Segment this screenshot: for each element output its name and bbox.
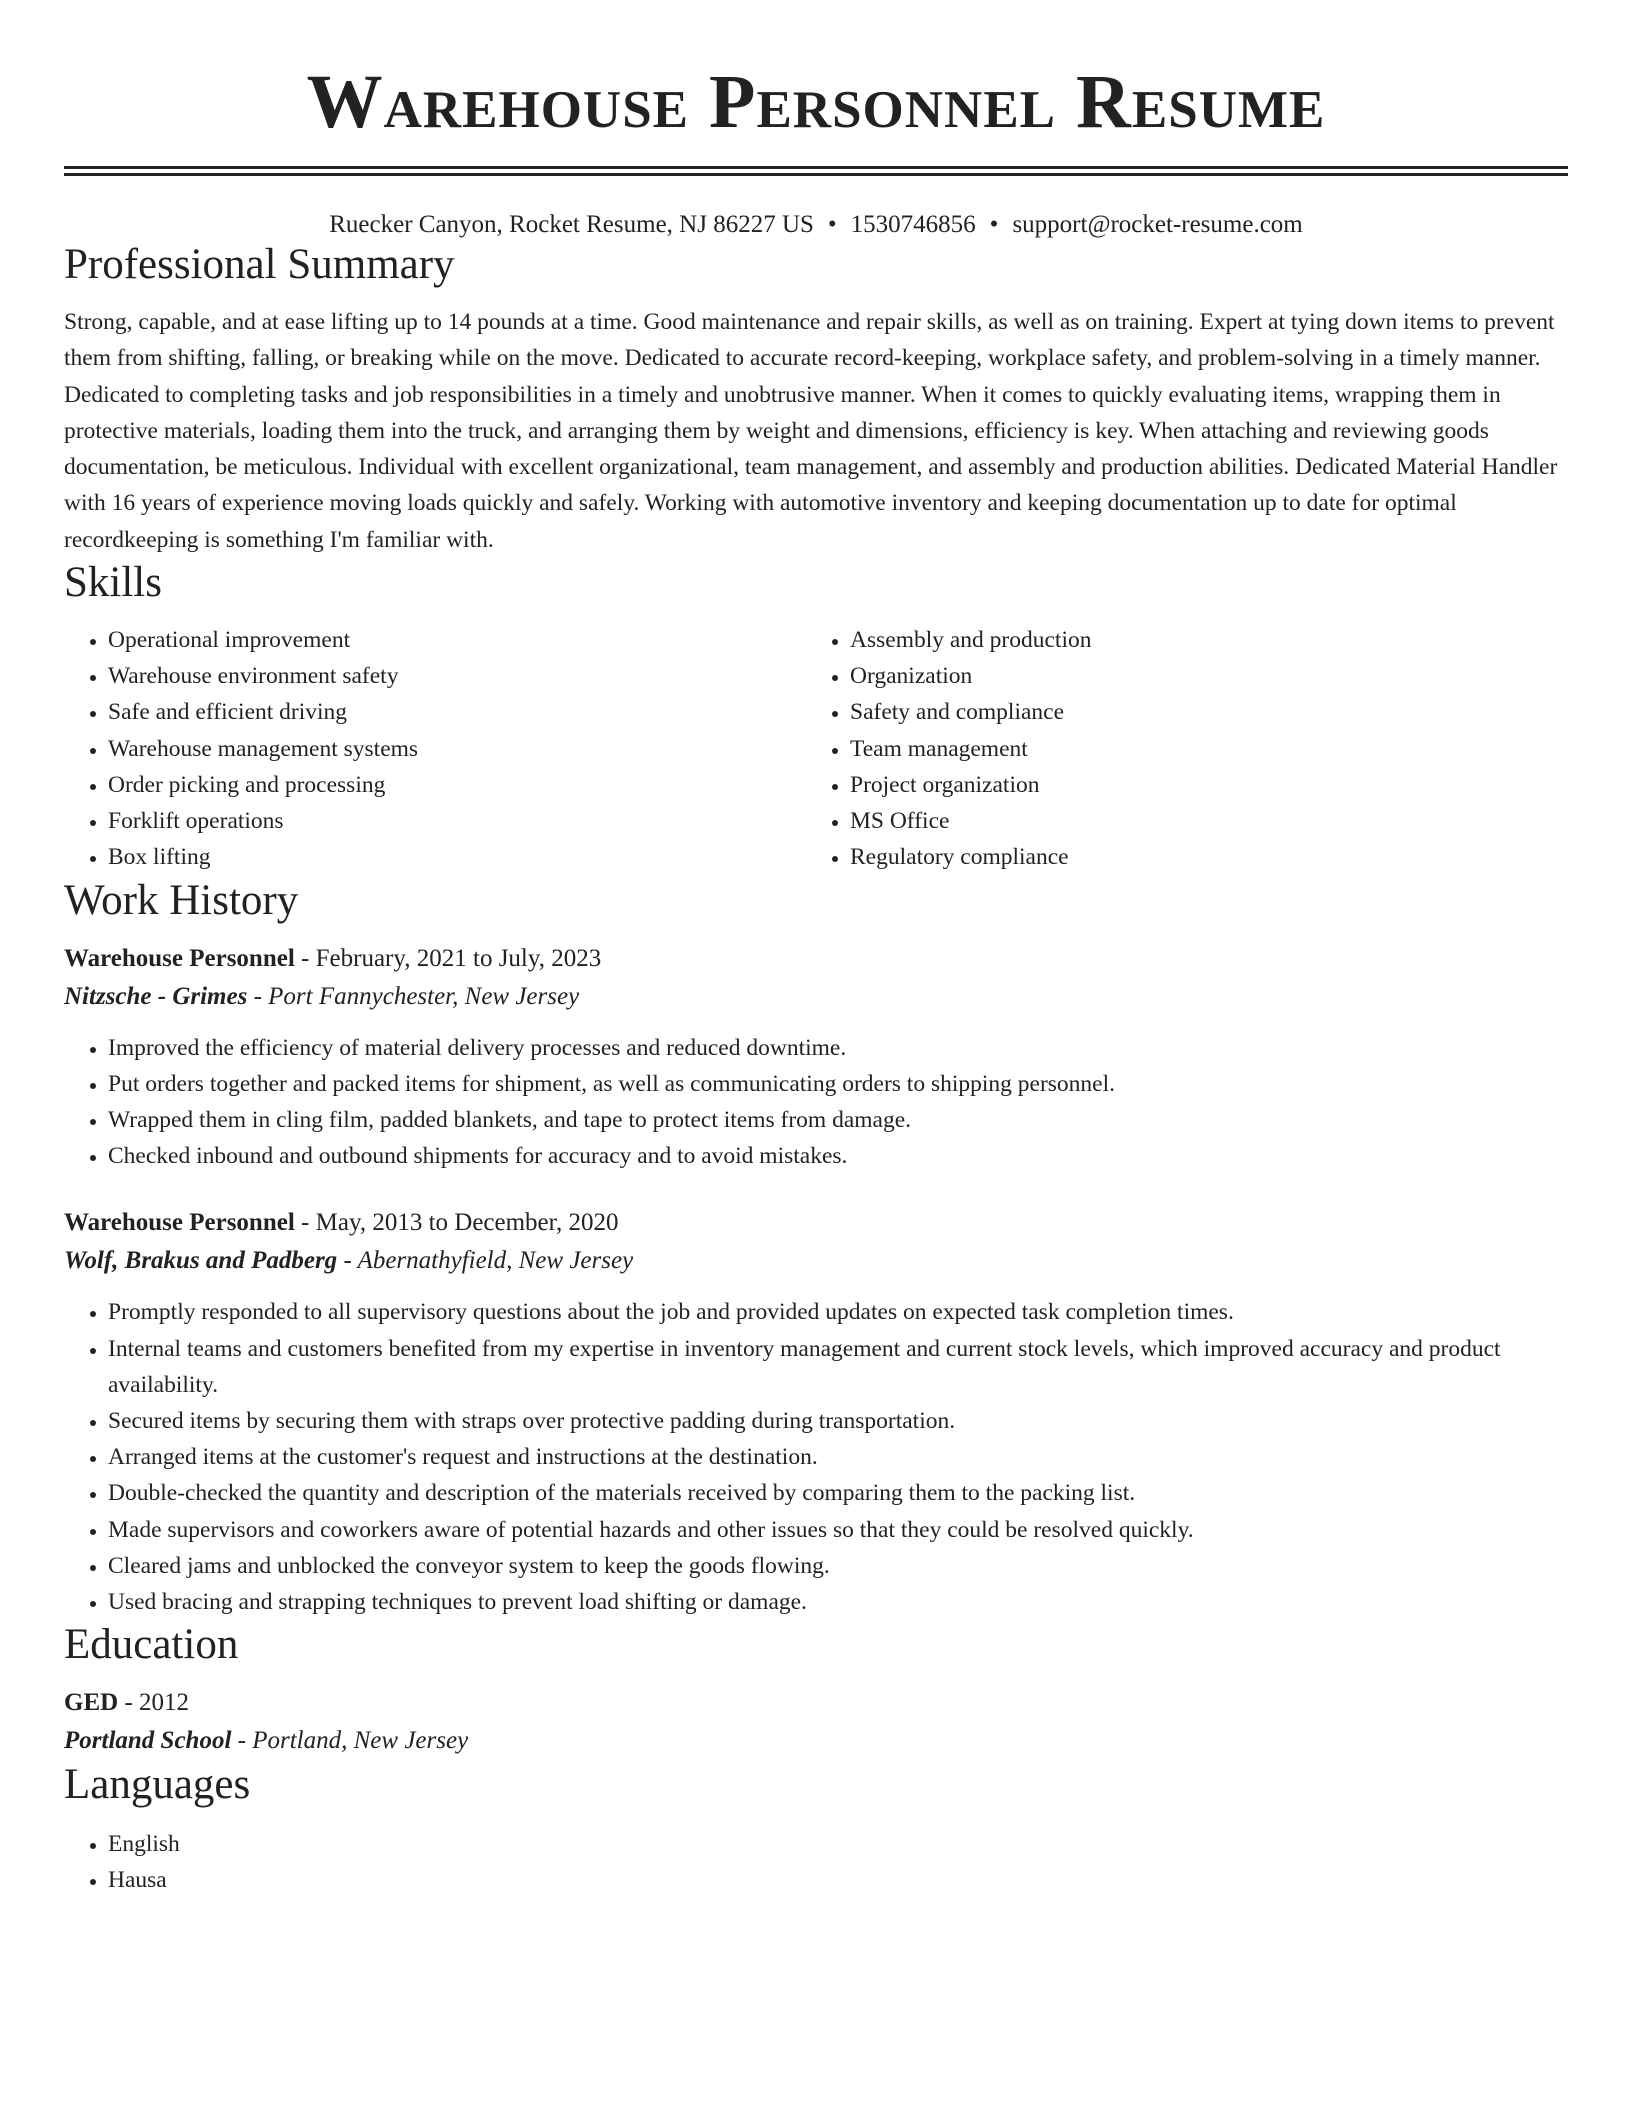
work-history-heading: Work History bbox=[64, 876, 299, 924]
skills-list-right bbox=[806, 622, 1548, 875]
job-bullet: • Arranged items at the customer's request and instructions at the destination. bbox=[108, 1439, 1568, 1475]
skill-item: • Regulatory compliance bbox=[850, 839, 1548, 875]
summary-text: Strong, capable, and at ease lifting up to 14 pounds at a time. Good maintenance and repair skills, as well as on training. Expert at tying down items to prevent them from shifting, falling, or breaking while on the move. Dedicated to accurate record-keeping, workplace safety, and problem-solving in a timely manner. Dedicated to completing tasks and job responsibilities in a timely and unobtrusive manner. When it comes to quickly evaluating items, wrapping them in protective materials, loading them into the truck, and arranging them by weight and dimensions, efficiency is key. When attaching and reviewing goods documentation, be meticulous. Individual with excellent organizational, team management, and assembly and production abilities. Dedicated Material Handler with 16 years of experience moving loads quickly and safely. Working with automotive inventory and keeping documentation up to date for optimal recordkeeping is something I'm familiar with. bbox=[64, 309, 1558, 553]
contact-address: Ruecker Canyon, Rocket Resume, NJ 86227 US bbox=[329, 211, 814, 238]
contact-email: support@rocket-resume.com bbox=[1012, 211, 1303, 238]
job-company-line bbox=[64, 978, 1568, 1016]
job-title: Warehouse Personnel bbox=[64, 944, 295, 972]
job-company: Nitzsche - Grimes bbox=[64, 982, 248, 1010]
job-dates: - February, 2021 to July, 2023 bbox=[294, 944, 602, 972]
skill-item: • Forklift operations bbox=[108, 803, 806, 839]
job-location: - Port Fannychester, New Jersey bbox=[247, 982, 580, 1010]
job-bullet: • Put orders together and packed items for shipment, as well as communicating orders to shipping personnel. bbox=[108, 1066, 1568, 1102]
job-bullet: • Internal teams and customers benefited from my expertise in inventory management and current stock levels, which improved accuracy and product availability. bbox=[108, 1331, 1568, 1403]
job-bullet: • Promptly responded to all supervisory questions about the job and provided updates on expected task completion times. bbox=[108, 1294, 1568, 1330]
education-location: - Portland, New Jersey bbox=[231, 1727, 469, 1755]
job-bullet: • Improved the efficiency of material delivery processes and reduced downtime. bbox=[108, 1030, 1568, 1066]
education-entry bbox=[64, 1684, 1568, 1760]
contact-separator: • bbox=[989, 211, 999, 238]
job-bullet: • Secured items by securing them with straps over protective padding during transportation. bbox=[108, 1403, 1568, 1439]
job-dates: - May, 2013 to December, 2020 bbox=[294, 1209, 619, 1237]
skill-item: • Project organization bbox=[850, 767, 1548, 803]
job-entry bbox=[64, 1204, 1568, 1620]
skill-item: • MS Office bbox=[850, 803, 1548, 839]
skill-item: • Operational improvement bbox=[108, 622, 806, 658]
title-double-rule bbox=[64, 166, 1568, 176]
skill-item: • Safe and efficient driving bbox=[108, 694, 806, 730]
job-bullet: • Cleared jams and unblocked the conveyor system to keep the goods flowing. bbox=[108, 1548, 1568, 1584]
languages-section bbox=[64, 1826, 1568, 1898]
skill-item: • Warehouse environment safety bbox=[108, 658, 806, 694]
job-bullet: • Checked inbound and outbound shipments for accuracy and to avoid mistakes. bbox=[108, 1138, 1568, 1174]
languages-list bbox=[64, 1826, 1568, 1898]
job-title-line bbox=[64, 940, 1568, 978]
job-bullet: • Used bracing and strapping techniques to prevent load shifting or damage. bbox=[108, 1584, 1568, 1620]
skill-item: • Safety and compliance bbox=[850, 694, 1548, 730]
education-year: - 2012 bbox=[118, 1689, 190, 1717]
language-item: • English bbox=[108, 1826, 1568, 1862]
job-title-line bbox=[64, 1204, 1568, 1242]
languages-heading: Languages bbox=[64, 1761, 251, 1809]
education-degree: GED bbox=[64, 1689, 119, 1717]
skills-list-left bbox=[64, 622, 806, 875]
summary-heading: Professional Summary bbox=[64, 241, 455, 288]
job-bullet: • Made supervisors and coworkers aware of potential hazards and other issues so that they could be resolved quickly. bbox=[108, 1512, 1568, 1548]
job-location: - Abernathyfield, New Jersey bbox=[337, 1247, 634, 1275]
job-bullets bbox=[64, 1030, 1568, 1175]
education-school-line bbox=[64, 1722, 1568, 1760]
skill-item: • Box lifting bbox=[108, 839, 806, 875]
job-title: Warehouse Personnel bbox=[64, 1209, 295, 1237]
skills-columns bbox=[64, 622, 1568, 875]
job-entry bbox=[64, 940, 1568, 1175]
resume-title: Warehouse Personnel Resume bbox=[306, 60, 1326, 144]
skills-heading: Skills bbox=[64, 559, 162, 607]
skill-item: • Team management bbox=[850, 731, 1548, 767]
contact-phone: 1530746856 bbox=[850, 211, 976, 238]
job-company-line bbox=[64, 1242, 1568, 1280]
skill-item: • Warehouse management systems bbox=[108, 731, 806, 767]
contact-separator: • bbox=[827, 211, 837, 238]
skill-item: • Order picking and processing bbox=[108, 767, 806, 803]
skill-item: • Organization bbox=[850, 658, 1548, 694]
education-degree-line bbox=[64, 1684, 1568, 1722]
job-bullets bbox=[64, 1294, 1568, 1620]
language-item: • Hausa bbox=[108, 1862, 1568, 1898]
skill-item: • Assembly and production bbox=[850, 622, 1548, 658]
job-bullet: • Wrapped them in cling film, padded blankets, and tape to protect items from damage. bbox=[108, 1102, 1568, 1138]
job-bullet: • Double-checked the quantity and description of the materials received by comparing them to the packing list. bbox=[108, 1475, 1568, 1511]
education-school: Portland School bbox=[64, 1727, 232, 1755]
contact-line bbox=[64, 210, 1568, 240]
job-company: Wolf, Brakus and Padberg bbox=[64, 1247, 338, 1275]
education-heading: Education bbox=[64, 1621, 239, 1669]
